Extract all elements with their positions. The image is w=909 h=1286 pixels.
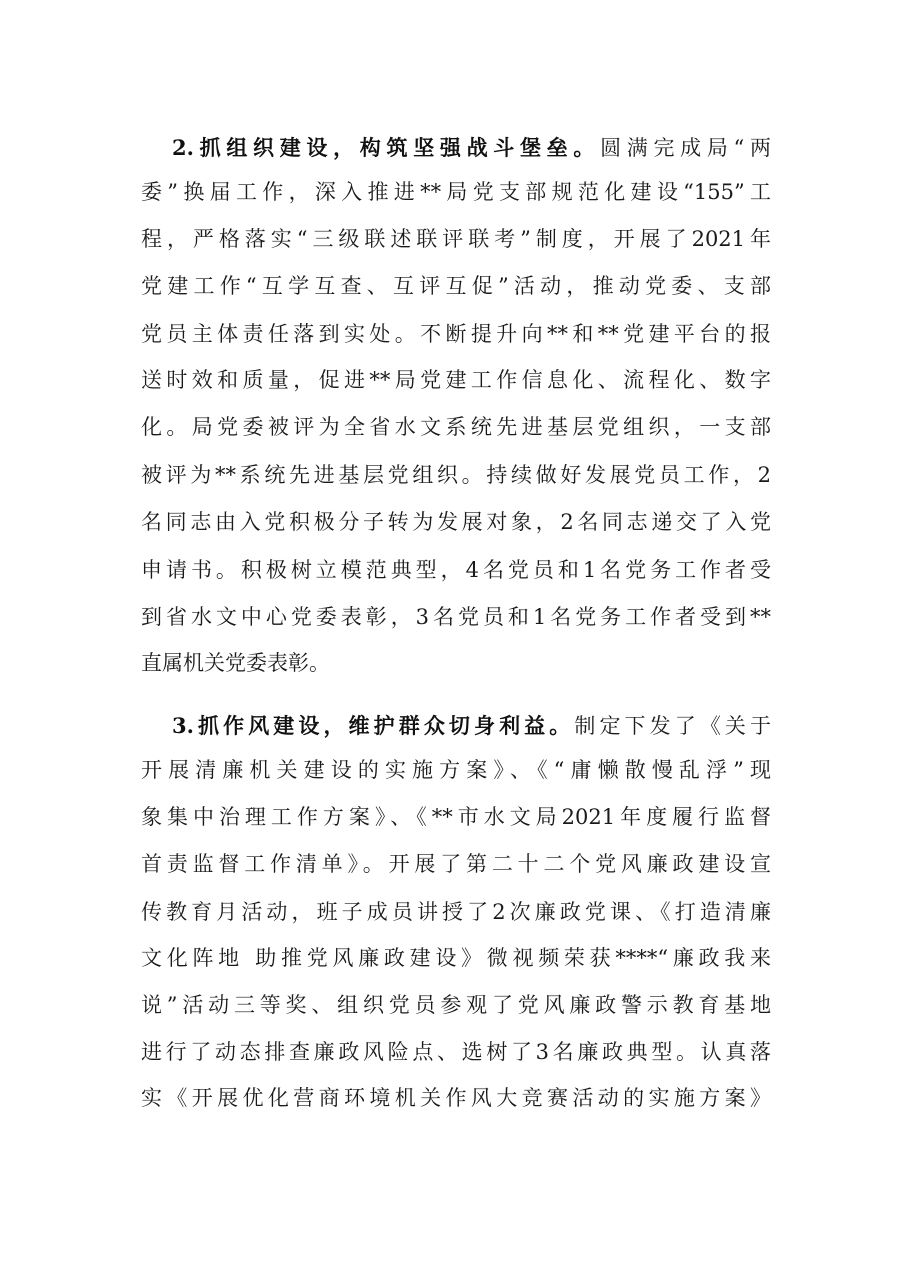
paragraph-2-line-4: 首责监督工作清单》。开展了第二十二个党风廉政建设宣	[141, 852, 771, 876]
paragraph-1-line-2: 委”换届工作，深入推进**局党支部规范化建设“155”工	[141, 180, 771, 204]
paragraph-1-line-4: 党建工作“互学互查、互评互促”活动，推动党委、支部	[141, 274, 771, 298]
paragraph-1-line-9: 名同志由入党积极分子转为发展对象，2名同志递交了入党	[141, 510, 771, 534]
paragraph-1-line-8: 被评为**系统先进基层党组织。持续做好发展党员工作，2	[141, 463, 771, 487]
paragraph-2-line-8: 进行了动态排查廉政风险点、选树了3名廉政典型。认真落	[141, 1040, 771, 1064]
paragraph-1-line-6: 送时效和质量，促进**局党建工作信息化、流程化、数字	[141, 368, 771, 392]
paragraph-1-line-10: 申请书。积极树立模范典型，4名党员和1名党务工作者受	[141, 558, 771, 582]
paragraph-2-line-3: 象集中治理工作方案》、《**市水文局2021年度履行监督	[141, 805, 771, 829]
paragraph-2-line-7: 说”活动三等奖、组织党员参观了党风廉政警示教育基地	[141, 993, 771, 1017]
paragraph-1-line-11: 到省水文中心党委表彰，3名党员和1名党务工作者受到**	[141, 605, 771, 629]
paragraph-1-line-5: 党员主体责任落到实处。不断提升向**和**党建平台的报	[141, 322, 771, 346]
paragraph-1-line-7: 化。局党委被评为全省水文系统先进基层党组织，一支部	[141, 415, 771, 439]
paragraph-1-heading: 2.抓组织建设，构筑坚强战斗堡垒。	[172, 135, 601, 160]
paragraph-2-line-9: 实《开展优化营商环境机关作风大竞赛活动的实施方案》	[141, 1086, 771, 1110]
paragraph-1-line-3: 程，严格落实“三级联述联评联考”制度，开展了2021年	[141, 227, 771, 251]
paragraph-2-line-6: 文化阵地 助推党风廉政建设》微视频荣获****“廉政我来	[141, 946, 771, 970]
paragraph-2-text: 制定下发了《关于	[574, 714, 772, 738]
paragraph-2-line-5: 传教育月活动，班子成员讲授了2次廉政党课、《打造清廉	[141, 900, 771, 924]
paragraph-1-line-1	[172, 128, 771, 168]
paragraph-2-heading: 3.抓作风建设，维护群众切身利益。	[172, 713, 575, 738]
paragraph-2-line-2: 开展清廉机关建设的实施方案》、《“庸懒散慢乱浮”现	[141, 758, 771, 782]
paragraph-1-text: 圆满完成局“两	[600, 136, 771, 160]
paragraph-1-line-12: 直属机关党委表彰。	[141, 651, 330, 675]
paragraph-2-line-1	[172, 706, 771, 746]
